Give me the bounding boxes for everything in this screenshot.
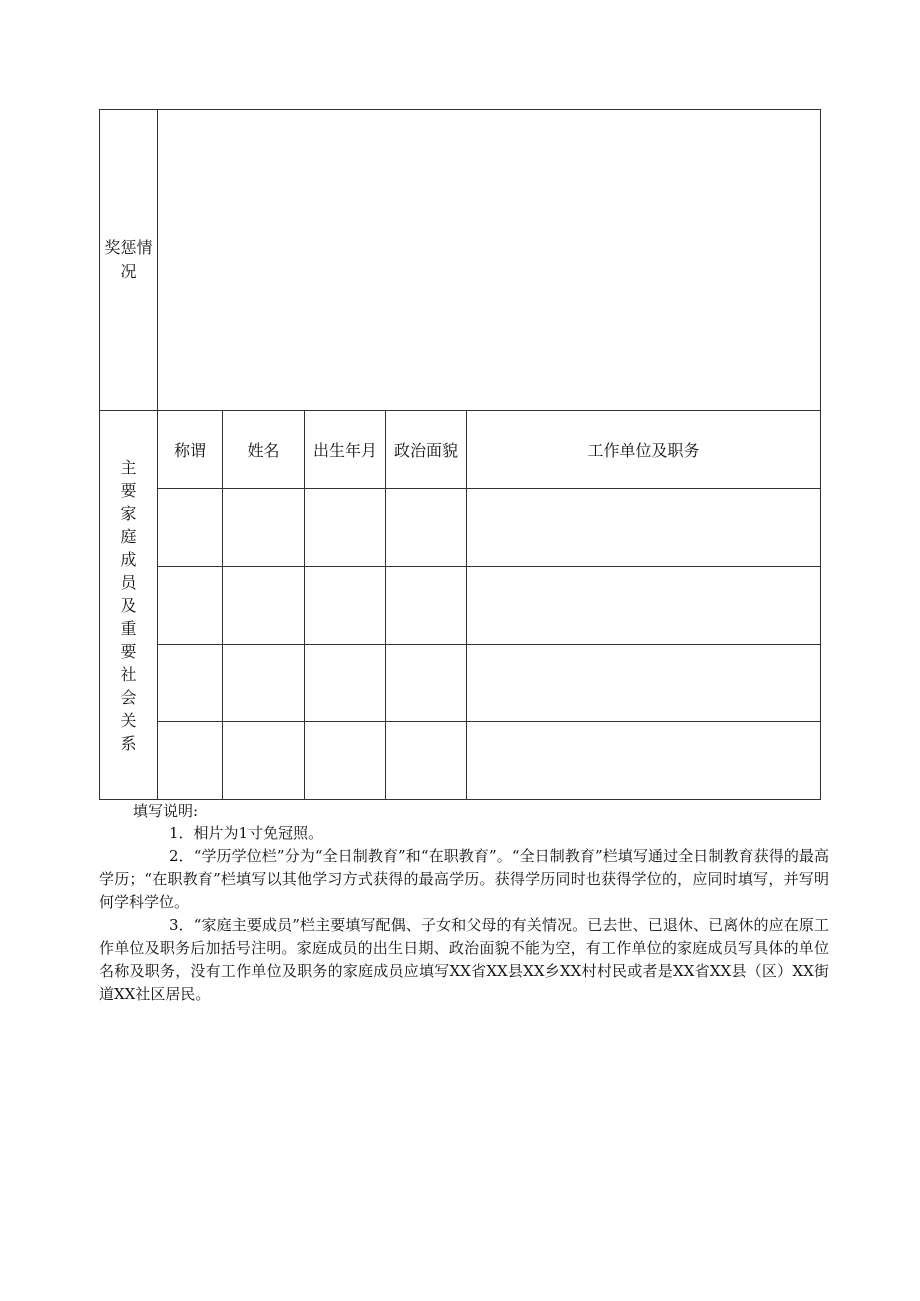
name-field[interactable]	[223, 567, 305, 645]
awards-row	[100, 110, 821, 411]
header-political-status: 政治面貌	[386, 411, 467, 489]
political-status-field[interactable]	[386, 567, 467, 645]
family-header-row	[100, 411, 821, 489]
birth-date-field[interactable]	[305, 489, 386, 567]
birth-date-field[interactable]	[305, 722, 386, 800]
birth-date-field[interactable]	[305, 645, 386, 722]
relation-field[interactable]	[158, 722, 223, 800]
relation-field[interactable]	[158, 489, 223, 567]
filling-instructions	[99, 800, 829, 1006]
workplace-field[interactable]	[467, 567, 821, 645]
instructions-title: 填写说明:	[133, 802, 199, 820]
family-label-cell	[100, 411, 158, 800]
awards-label-line2: 况	[120, 262, 137, 281]
instruction-item-photo: 1．相片为1寸免冠照。	[169, 824, 324, 842]
registration-form-table	[99, 109, 821, 800]
political-status-field[interactable]	[386, 645, 467, 722]
workplace-field[interactable]	[467, 645, 821, 722]
family-row	[100, 722, 821, 800]
header-workplace-position: 工作单位及职务	[467, 411, 821, 489]
awards-label-line1: 奖惩情	[104, 238, 153, 257]
workplace-field[interactable]	[467, 489, 821, 567]
relation-field[interactable]	[158, 645, 223, 722]
name-field[interactable]	[223, 722, 305, 800]
birth-date-field[interactable]	[305, 567, 386, 645]
family-row	[100, 567, 821, 645]
political-status-field[interactable]	[386, 722, 467, 800]
political-status-field[interactable]	[386, 489, 467, 567]
header-relation: 称谓	[158, 411, 223, 489]
awards-label-cell	[100, 110, 158, 411]
awards-content-field[interactable]	[158, 110, 821, 411]
relation-field[interactable]	[158, 567, 223, 645]
family-row	[100, 645, 821, 722]
header-name: 姓名	[223, 411, 305, 489]
instruction-item-education: 2．“学历学位栏”分为“全日制教育”和“在职教育”。“全日制教育”栏填写通过全日制教育获得的最高学历；“在职教育”栏填写以其他学习方式获得的最高学历。获得学历同时也获得学位的，应同时填写，并写明何学科学位。	[99, 847, 829, 911]
workplace-field[interactable]	[467, 722, 821, 800]
header-birth-date: 出生年月	[305, 411, 386, 489]
family-label: 主要家庭成员及重要社会关系	[120, 457, 137, 753]
name-field[interactable]	[223, 489, 305, 567]
family-row	[100, 489, 821, 567]
name-field[interactable]	[223, 645, 305, 722]
instruction-item-family: 3．“家庭主要成员”栏主要填写配偶、子女和父母的有关情况。已去世、已退休、已离休的应在原工作单位及职务后加括号注明。家庭成员的出生日期、政治面貌不能为空，有工作单位的家庭成员写具体的单位名称及职务，没有工作单位及职务的家庭成员应填写XX省XX县XX乡XX村村民或者是XX省XX县（区）XX街道XX社区居民。	[99, 916, 829, 1003]
